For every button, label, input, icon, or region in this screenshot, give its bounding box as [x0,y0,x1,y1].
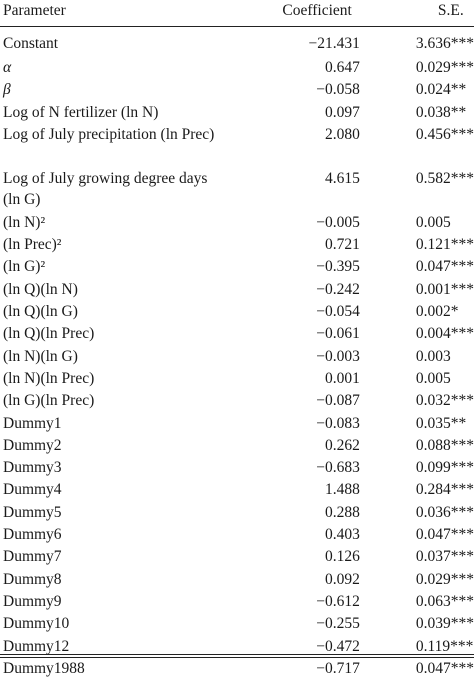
se-cell: 0.038** [415,103,467,121]
coef-cell: −0.005 [316,213,360,231]
coef-cell: 0.092 [325,570,360,588]
param-cell: Dummy7 [3,548,62,566]
se-cell: 0.582*** [415,169,474,187]
param-cell: Dummy8 [3,570,62,588]
se-cell: 0.002* [415,303,459,321]
table-row [0,234,474,256]
table-row [0,479,474,501]
param-cell: Dummy1 [3,414,62,432]
table-row [0,279,474,301]
coef-cell: 2.080 [325,125,360,143]
table-row [0,569,474,591]
coef-cell: −0.087 [316,392,360,410]
param-cell: Dummy5 [3,503,62,521]
table-row [0,435,474,457]
param-cell: (ln G)² [3,258,46,276]
param-cell: Dummy3 [3,459,62,477]
param-cell: Constant [3,35,59,52]
coef-cell: 0.126 [325,548,360,566]
table-row [0,390,474,412]
coef-cell: 0.647 [325,59,360,76]
coef-cell: −0.003 [316,347,360,365]
param-cell: (ln Prec)² [3,236,62,254]
param-cell: α [3,59,12,76]
coef-cell: −0.058 [316,81,360,99]
table-bottom-rule [0,654,474,658]
se-cell: 0.029*** [415,59,474,76]
se-cell: 0.036*** [415,503,474,521]
se-cell: 0.029*** [415,570,474,588]
coef-cell: 0.403 [325,526,360,544]
table-row [0,256,474,278]
se-cell: 0.032*** [415,392,474,410]
param-cell: Dummy2 [3,436,62,454]
param-cell: Dummy9 [3,592,62,610]
coef-cell: −0.395 [316,258,360,276]
coef-cell: −0.242 [316,280,360,298]
table-row [0,102,474,124]
param-cell: (ln N)² [3,213,46,231]
coef-cell: 0.262 [325,436,360,454]
param-cell: (ln G)(ln Prec) [3,392,95,410]
param-cell: Log of N fertilizer (ln N) [3,103,159,121]
se-cell: 0.456*** [415,125,474,143]
table-row [0,524,474,546]
param-cell: Log of July precipitation (ln Prec) [3,125,215,143]
param-cell: β [3,81,11,99]
se-cell: 0.024** [415,81,467,99]
se-cell: 0.099*** [415,459,474,477]
table-row [0,79,474,101]
coef-cell: 4.615 [325,169,360,187]
se-cell: 0.035** [415,414,467,432]
se-cell: 0.047*** [415,258,474,276]
coef-cell: −0.255 [316,615,360,633]
se-cell: 0.047*** [415,526,474,544]
header-coefficient: Coefficient [227,0,390,27]
se-cell: 0.001*** [415,280,474,298]
table-row [0,323,474,345]
se-cell: 0.004*** [415,325,474,343]
table-row [0,301,474,323]
se-cell: 0.003 [415,347,451,365]
header-parameter: Parameter [0,0,227,27]
table-row [0,368,474,390]
coef-cell: −0.083 [316,414,360,432]
table-row [0,658,474,680]
se-cell: 0.088*** [415,436,474,454]
se-cell: 0.039*** [415,615,474,633]
coef-cell: −0.717 [316,659,360,677]
se-cell: 0.037*** [415,548,474,566]
header-se: S.E. [390,0,474,27]
param-cell: Dummy4 [3,481,62,499]
coef-cell: −0.612 [316,592,360,610]
param-cell: (ln Q)(ln G) [3,303,78,321]
coef-cell: −0.054 [316,303,360,321]
coef-cell: −0.061 [316,325,360,343]
coef-cell: 0.097 [325,103,360,121]
table-row [0,502,474,524]
coef-cell: −21.431 [308,35,360,52]
header-row [0,0,474,27]
param-cell: Dummy12 [3,637,70,655]
table-row [0,212,474,234]
se-cell: 0.005 [415,213,451,231]
coef-cell: 1.488 [325,481,360,499]
table-row [0,168,474,212]
se-cell: 0.063*** [415,592,474,610]
se-cell: 0.121*** [415,236,474,254]
table-row [0,546,474,568]
param-cell: Log of July growing degree days (ln G) [3,169,208,208]
param-cell: (ln Q)(ln Prec) [3,325,95,343]
se-cell: 0.047*** [415,659,474,677]
param-cell: (ln Q)(ln N) [3,280,78,298]
coef-cell: 0.721 [325,236,360,254]
table-row [0,346,474,368]
param-cell: (ln N)(ln G) [3,347,78,365]
table-row [0,613,474,635]
param-cell: (ln N)(ln Prec) [3,369,95,387]
se-cell: 0.005 [415,369,451,387]
table-row [0,413,474,435]
param-cell: Dummy1988 [3,659,85,677]
coef-cell: 0.288 [325,503,360,521]
table-row [0,124,474,168]
se-cell: 0.284*** [415,481,474,499]
table-row [0,457,474,479]
coef-cell: 0.001 [325,369,360,387]
table-row [0,591,474,613]
table-row [0,27,474,58]
coef-cell: −0.472 [316,637,360,655]
se-cell: 0.119*** [415,637,474,655]
param-cell: Dummy10 [3,615,70,633]
se-cell: 3.636*** [415,35,474,52]
table-row [0,57,474,79]
coef-cell: −0.683 [316,459,360,477]
param-cell: Dummy6 [3,526,62,544]
